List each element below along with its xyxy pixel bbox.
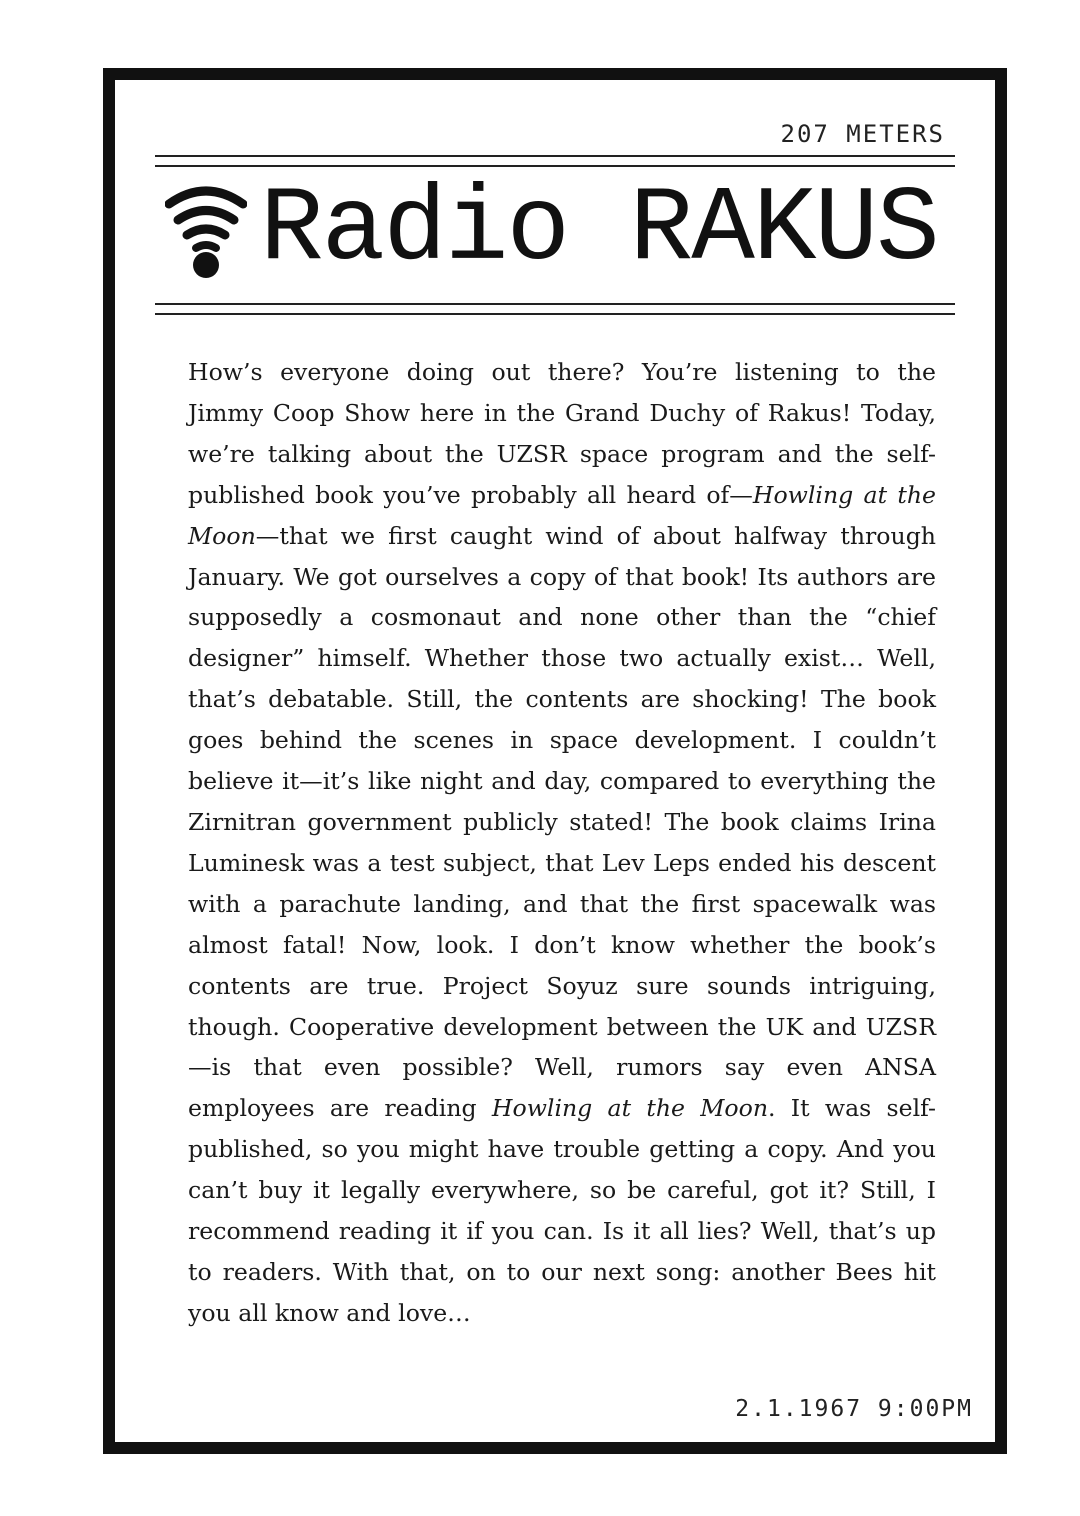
transcript-text: —that we first caught wind of about halfway through January. We got ourselves a copy of that book! Its authors are supposedly a cosmonaut and none other than the “chief designer” himself. Whether those two actually exist… Well, that’s debatable. Still, the contents are shocking! The book goes behind the scenes in space development. I couldn’t believe it—it’s like night and day, compared to everything the Zirnitran government publicly stated! The book claims Irina Luminesk was a test subject, that Lev Leps ended his descent with a parachute landing, and that the first spacewalk was almost fatal! Now, look. I don’t know whether the book’s contents are true. Project Soyuz sure sounds intriguing, though. Cooperative development between the UK and UZSR—is that even possible? Well, rumors say even ANSA employees are reading: [188, 521, 936, 1123]
transcript-text: . It was self-published, so you might have trouble getting a copy. And you can’t buy it legally everywhere, so be careful, got it? Still, I recommend reading it if you can. Is it all lies? Well, that’s up to readers. With that, on to our next song: another Bees hit you all know and love…: [188, 1094, 936, 1327]
book-title: Howling at the Moon: [491, 1094, 769, 1123]
radio-signal-icon: [165, 180, 247, 280]
frequency-label: 207 METERS: [780, 120, 945, 148]
book-title: Howling at the Moon: [188, 480, 936, 550]
station-name: Radio RAKUS: [260, 170, 938, 290]
broadcast-datetime: 2.1.1967 9:00PM: [735, 1396, 973, 1422]
transcript-text: How’s everyone doing out there? You’re listening to the Jimmy Coop Show here in the Grand Duchy of Rakus! Today, we’re talking about the UZSR space program and the self-published book you’ve probably all heard of—: [188, 358, 936, 509]
masthead: [155, 170, 955, 298]
document-frame: [103, 68, 1007, 1454]
broadcast-transcript: [188, 352, 936, 1334]
masthead-bottom-rule: [155, 303, 955, 315]
